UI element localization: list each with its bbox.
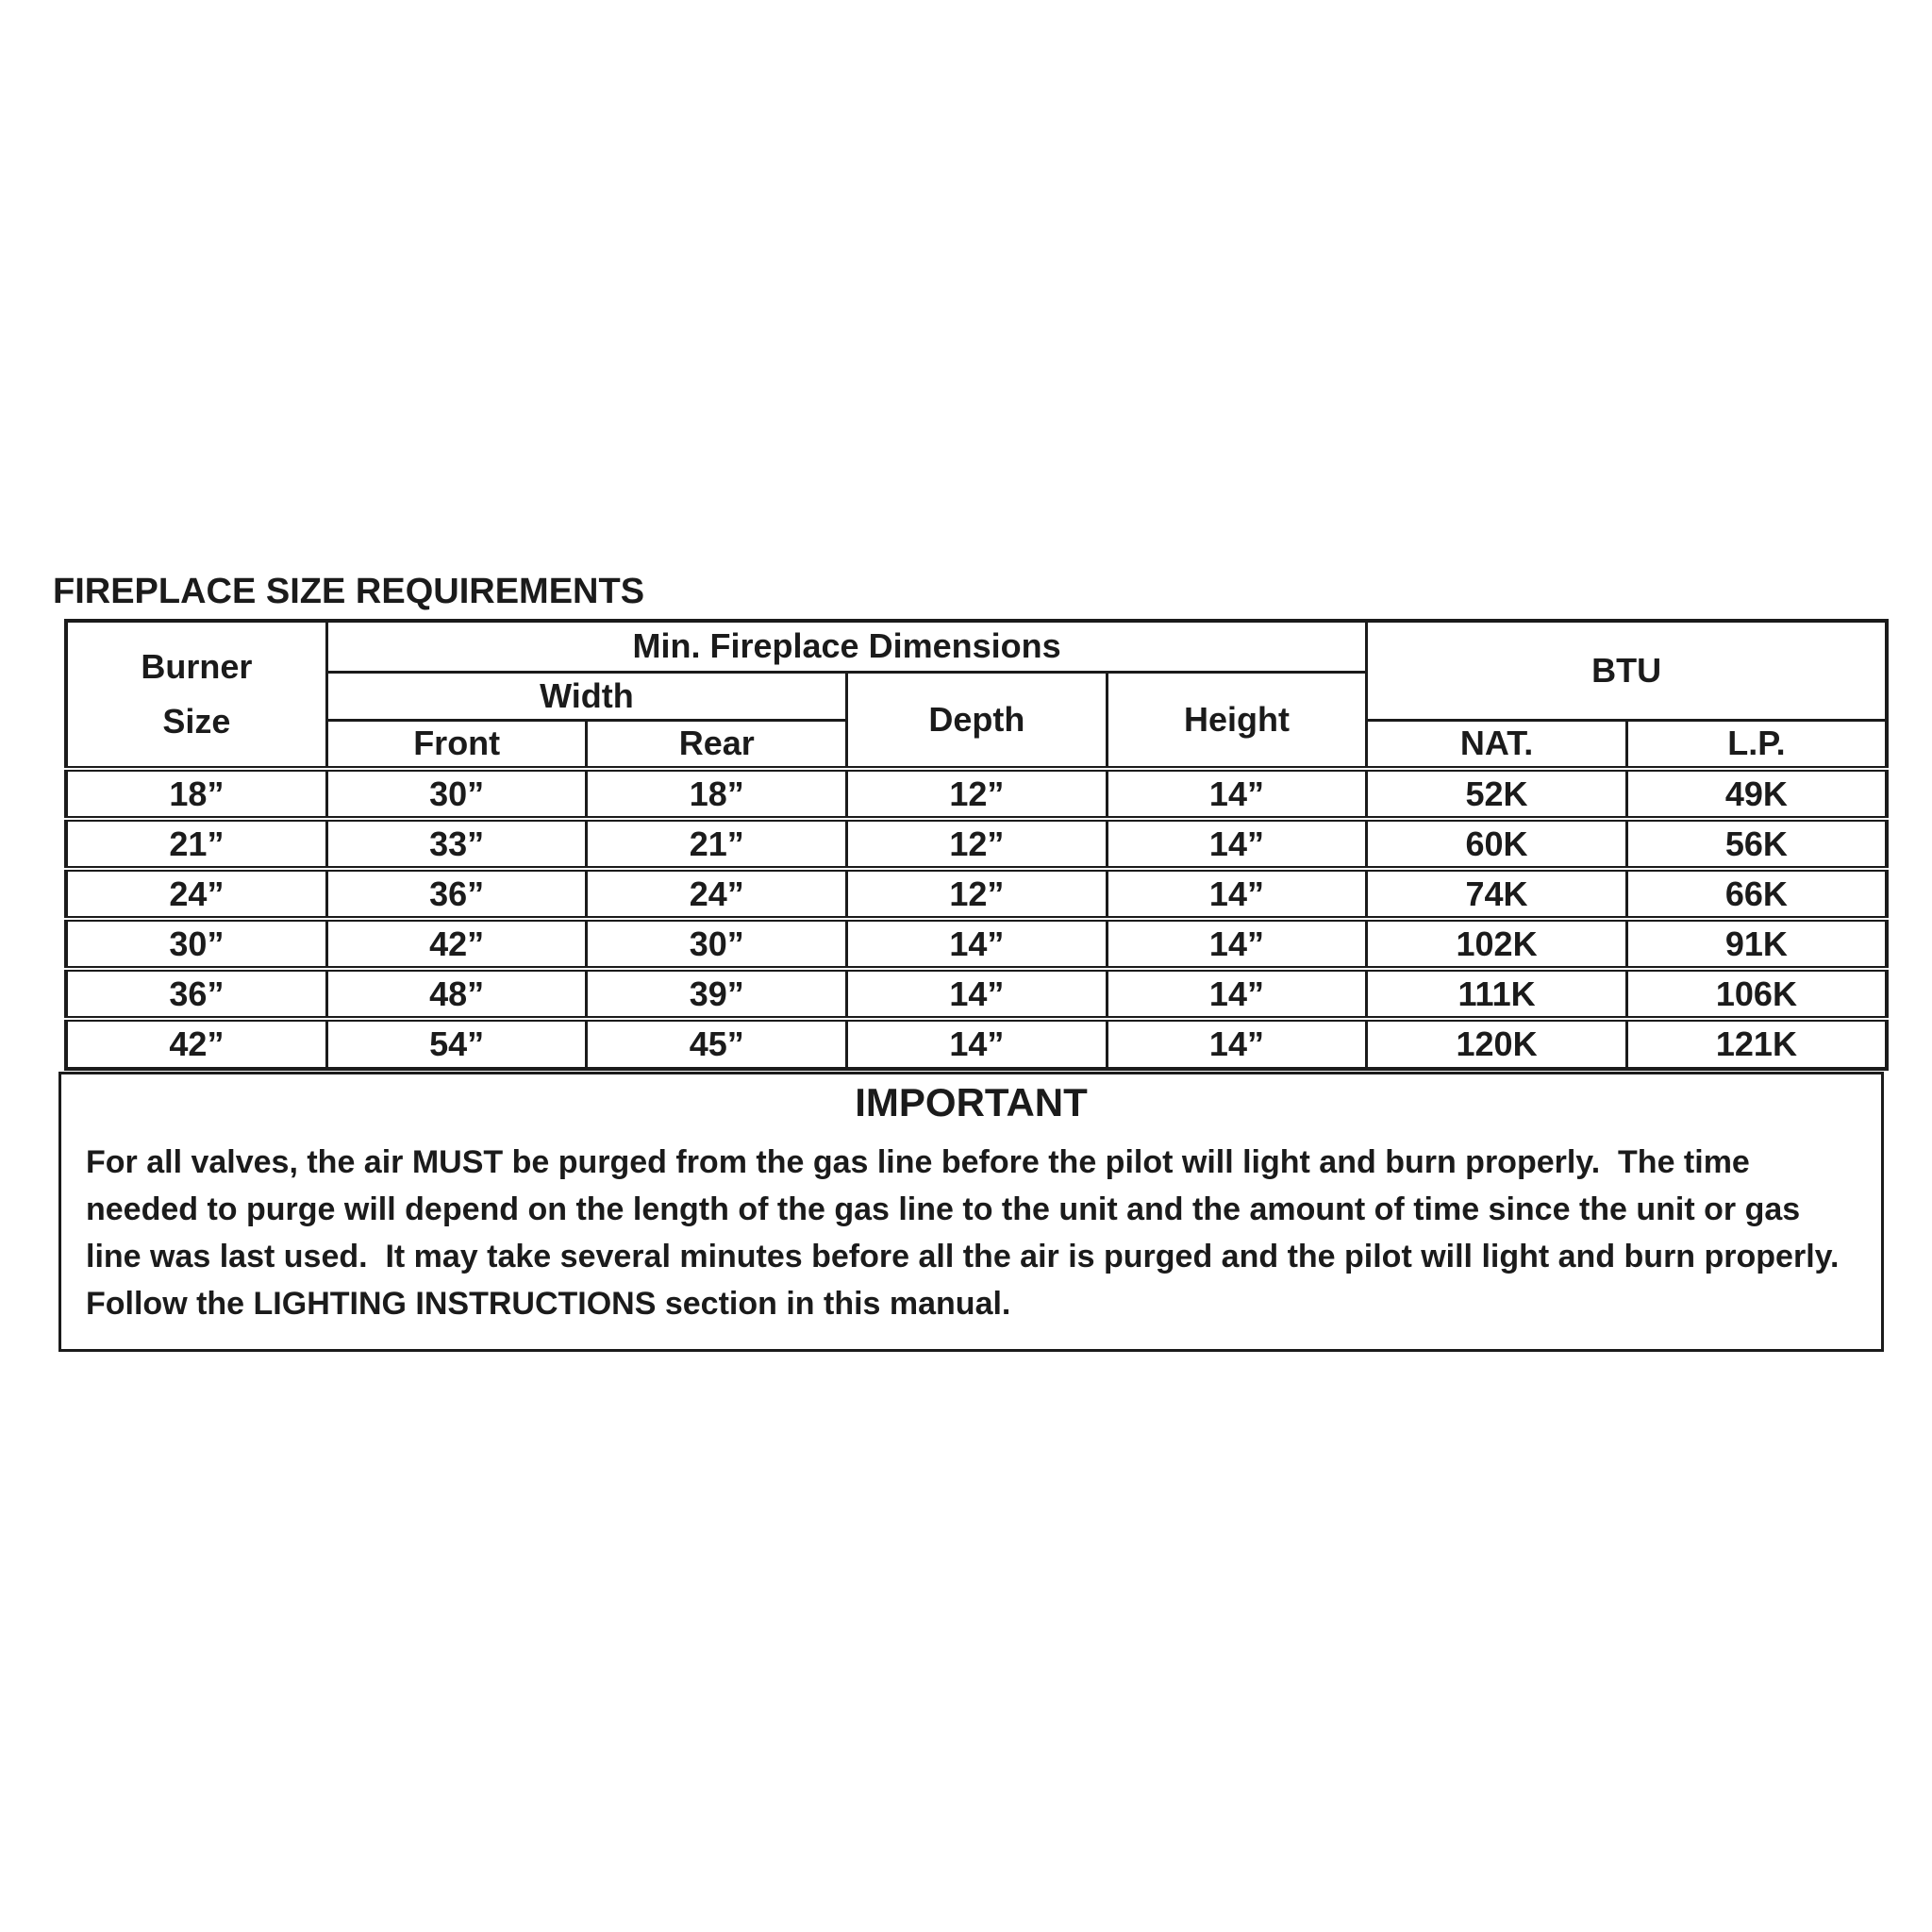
table-cell: 36” (66, 969, 326, 1019)
page-title: FIREPLACE SIZE REQUIREMENTS (53, 572, 645, 611)
table-cell: 30” (66, 919, 326, 969)
table-row (66, 769, 1887, 819)
table-cell: 30” (326, 769, 587, 819)
header-rear: Rear (587, 720, 847, 769)
table-cell: 18” (587, 769, 847, 819)
table-cell: 14” (1107, 819, 1367, 869)
table-cell: 36” (326, 869, 587, 919)
header-front: Front (326, 720, 587, 769)
table-cell: 74K (1367, 869, 1627, 919)
table-row (66, 919, 1887, 969)
table-cell: 60K (1367, 819, 1627, 869)
table-cell: 111K (1367, 969, 1627, 1019)
header-burner-size: Burner Size (66, 621, 326, 769)
table-cell: 14” (847, 969, 1108, 1019)
header-depth: Depth (847, 672, 1108, 769)
table-cell: 12” (847, 769, 1108, 819)
table-cell: 33” (326, 819, 587, 869)
table-row (66, 819, 1887, 869)
table-cell: 21” (66, 819, 326, 869)
table-cell: 24” (587, 869, 847, 919)
table-cell: 56K (1626, 819, 1887, 869)
table-cell: 21” (587, 819, 847, 869)
table-cell: 91K (1626, 919, 1887, 969)
table-cell: 14” (847, 919, 1108, 969)
table-cell: 12” (847, 819, 1108, 869)
header-btu: BTU (1367, 621, 1887, 720)
important-heading: IMPORTANT (855, 1080, 1088, 1124)
table-cell: 102K (1367, 919, 1627, 969)
header-width: Width (326, 672, 846, 720)
table-cell: 39” (587, 969, 847, 1019)
table-cell: 14” (1107, 969, 1367, 1019)
table-cell: 18” (66, 769, 326, 819)
header-row-1 (66, 621, 1887, 672)
table-row (66, 1019, 1887, 1069)
table-cell: 14” (847, 1019, 1108, 1069)
table-row (66, 869, 1887, 919)
table-cell: 14” (1107, 919, 1367, 969)
header-lp: L.P. (1626, 720, 1887, 769)
table-cell: 12” (847, 869, 1108, 919)
table-cell: 49K (1626, 769, 1887, 819)
table-cell: 121K (1626, 1019, 1887, 1069)
table-cell: 42” (326, 919, 587, 969)
table-cell: 24” (66, 869, 326, 919)
table-cell: 66K (1626, 869, 1887, 919)
fireplace-size-table (64, 619, 1889, 1071)
table-cell: 106K (1626, 969, 1887, 1019)
table-cell: 30” (587, 919, 847, 969)
table-cell: 54” (326, 1019, 587, 1069)
important-body-text: For all valves, the air MUST be purged from the gas line before the pilot will light and burn properly. The time needed to purge will depend on the length of the gas line to the unit and the amount of time since the unit or gas line was last used. It may take several minutes before all the air is purged and the pilot will light and burn properly. Follow the LIGHTING INSTRUCTIONS section in this manual. (86, 1144, 1857, 1322)
header-height: Height (1107, 672, 1367, 769)
table-cell: 14” (1107, 769, 1367, 819)
table-cell: 14” (1107, 869, 1367, 919)
table-cell: 14” (1107, 1019, 1367, 1069)
header-nat: NAT. (1367, 720, 1627, 769)
table-cell: 42” (66, 1019, 326, 1069)
table-row (66, 969, 1887, 1019)
important-notice-box (58, 1072, 1884, 1352)
table-cell: 48” (326, 969, 587, 1019)
header-min-dimensions: Min. Fireplace Dimensions (326, 621, 1366, 672)
table-cell: 120K (1367, 1019, 1627, 1069)
table-cell: 45” (587, 1019, 847, 1069)
table-cell: 52K (1367, 769, 1627, 819)
